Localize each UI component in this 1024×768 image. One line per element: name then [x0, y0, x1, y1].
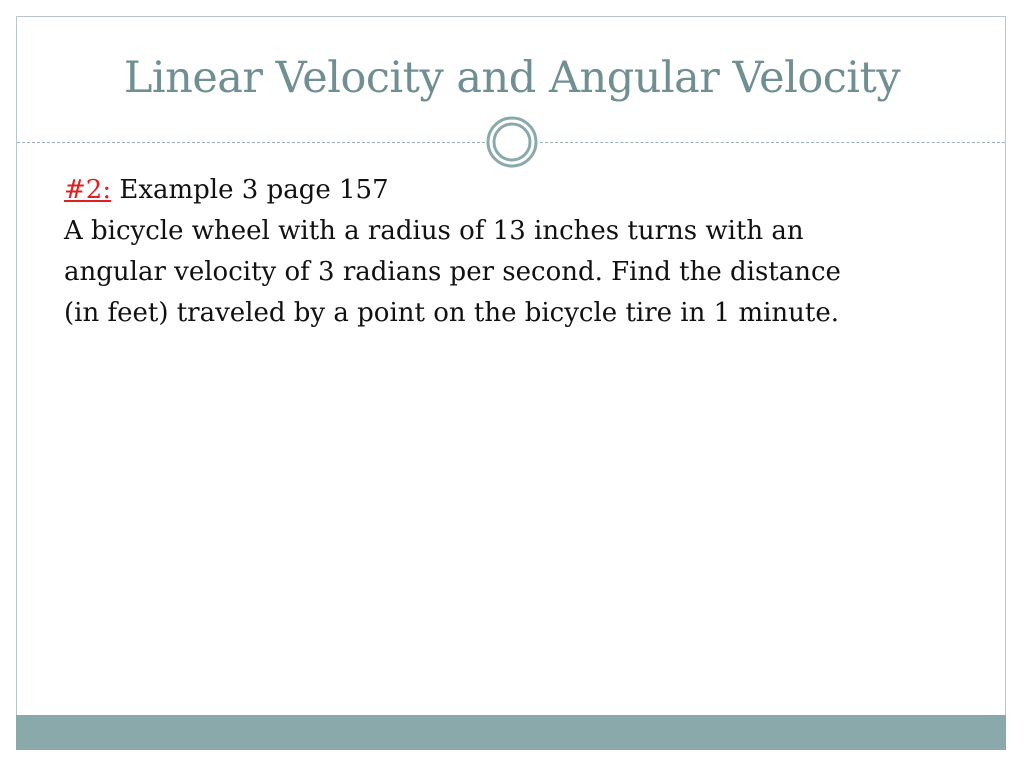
example-reference: Example 3 page 157 [119, 175, 389, 205]
slide-body [64, 170, 964, 334]
title-divider-left [17, 142, 485, 143]
problem-label[interactable]: #2: [64, 175, 112, 205]
body-line: (in feet) traveled by a point on the bicycle tire in 1 minute. [64, 298, 839, 328]
problem-heading [64, 170, 964, 211]
footer-bar [16, 715, 1006, 750]
slide-title: Linear Velocity and Angular Velocity [123, 53, 901, 103]
title-divider-right [540, 142, 1005, 143]
body-line: angular velocity of 3 radians per second. Find the distance [64, 257, 841, 287]
body-line: A bicycle wheel with a radius of 13 inches turns with an [64, 216, 804, 246]
double-ring-icon [486, 116, 538, 168]
